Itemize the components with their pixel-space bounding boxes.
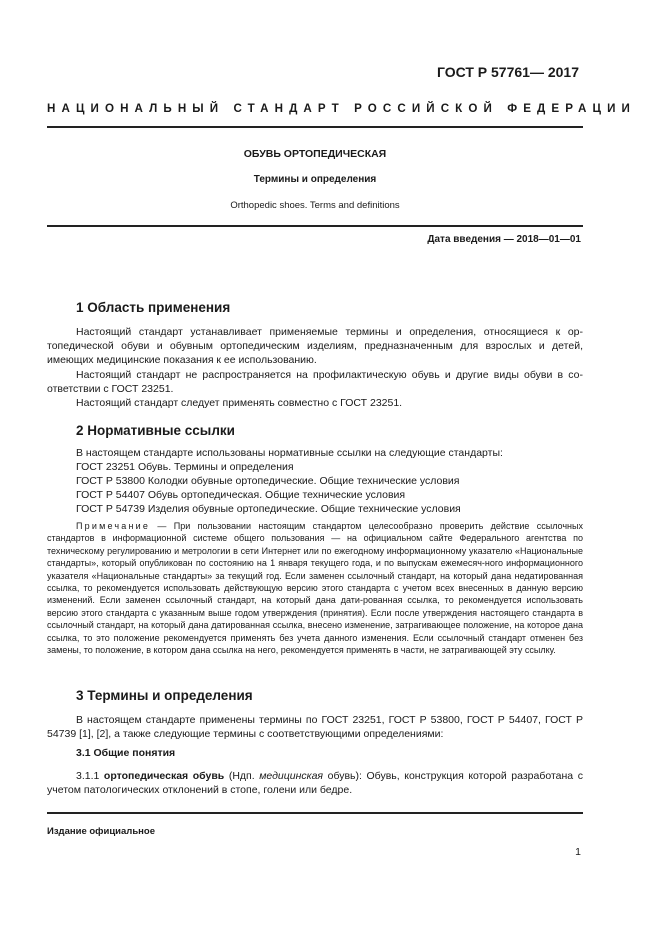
reference-item: ГОСТ Р 54407 Обувь ортопедическая. Общие технические условия [76,489,406,501]
section-1-paragraph-1: Настоящий стандарт устанавливает применяемые термины и определения, относящиеся к ор-топедической обуви и обувным ортопедическим изделиям, предназначенным для взрослых и детей, имеющих медицинские показания к ее использованию. [47,326,583,366]
effective-date: Дата введения — 2018—01—01 [427,234,581,245]
page-number: 1 [575,846,581,858]
section-1-heading: 1 Область применения [76,300,231,315]
document-title: ОБУВЬ ОРТОПЕДИЧЕСКАЯ [243,148,387,160]
title-divider [47,225,583,227]
footer-divider [47,812,583,814]
subsection-3-1-heading: 3.1 Общие понятия [76,747,176,759]
term-paren: (Ндп. [224,770,260,782]
section-1-paragraph-3: Настоящий стандарт следует применять совместно с ГОСТ 23251. [76,397,403,409]
term-name: ортопедическая обувь [103,770,225,782]
section-1-paragraph-2: Настоящий стандарт не распространяется на профилактическую обувь и другие виды обуви в со-ответствии с ГОСТ 23251. [47,369,583,395]
section-3-intro: В настоящем стандарте применены термины по ГОСТ 23251, ГОСТ Р 53800, ГОСТ Р 54407, ГОСТ Р 54739 [1], [2], а также следующие термины с соответствующими определениями: [47,714,583,740]
term-synonym: медицинская [259,770,324,782]
top-divider [47,126,583,128]
reference-item: ГОСТ Р 53800 Колодки обувные ортопедические. Общие технические условия [76,475,460,487]
section-2-intro: В настоящем стандарте использованы нормативные ссылки на следующие стандарты: [76,447,503,459]
reference-note [47,520,583,656]
document-subtitle: Термины и определения [253,174,377,185]
reference-item: ГОСТ 23251 Обувь. Термины и определения [76,461,294,473]
section-2-heading: 2 Нормативные ссылки [76,423,235,438]
note-label: Примечание [76,521,151,531]
english-title: Orthopedic shoes. Terms and definitions [230,200,400,211]
reference-item: ГОСТ Р 54739 Изделия обувные ортопедические. Общие технические условия [76,503,461,515]
official-edition-label: Издание официальное [47,826,155,837]
term-number: 3.1.1 [76,770,104,782]
term-definition: обувь): Обувь, конструкция которой разработана с учетом патологических отклонений в стопе, голени или бедре. [47,770,583,796]
document-code: ГОСТ Р 57761— 2017 [436,64,579,80]
note-text: — При пользовании настоящим стандартом целесообразно проверить действие ссылочных стандартов в информационной системе общего пользования — на официальном сайте Федерального агентства по техническому регулированию и метрологии в сети Интернет или по ежегодному информационному указателю «Национальные стандарты», который опубликован по состоянию на 1 января текущего года, и по выпускам ежемесяч-ного информационного указателя «Национальные стандарты» за текущий год. Если заменен ссылочный стандарт, на который дана недатированная ссылка, то рекомендуется использовать действующую версию этого стандарта с учетом всех внесенных в данную версию изменений. Если заменен ссылочный стандарт, на который дана дати-рованная ссылка, то рекомендуется использовать версию этого стандарта с указанным выше годом утверждения (принятия). Если после утверждения настоящего стандарта в ссылочный стандарт, на который дана датированная ссылка, внесено изменение, затрагивающее положение, на которое дана ссылка, то это положение рекомендуется применять без учета данного изменения. Если ссылочный стандарт отменен без замены, то положение, в котором дана ссылка на него, рекомендуется применять в части, не затрагивающей эту ссылку. [47,521,583,656]
national-standard-banner: НАЦИОНАЛЬНЫЙ СТАНДАРТ РОССИЙСКОЙ ФЕДЕРАЦИИ [47,102,636,115]
section-3-heading: 3 Термины и определения [76,688,253,703]
term-3-1-1 [47,769,583,797]
